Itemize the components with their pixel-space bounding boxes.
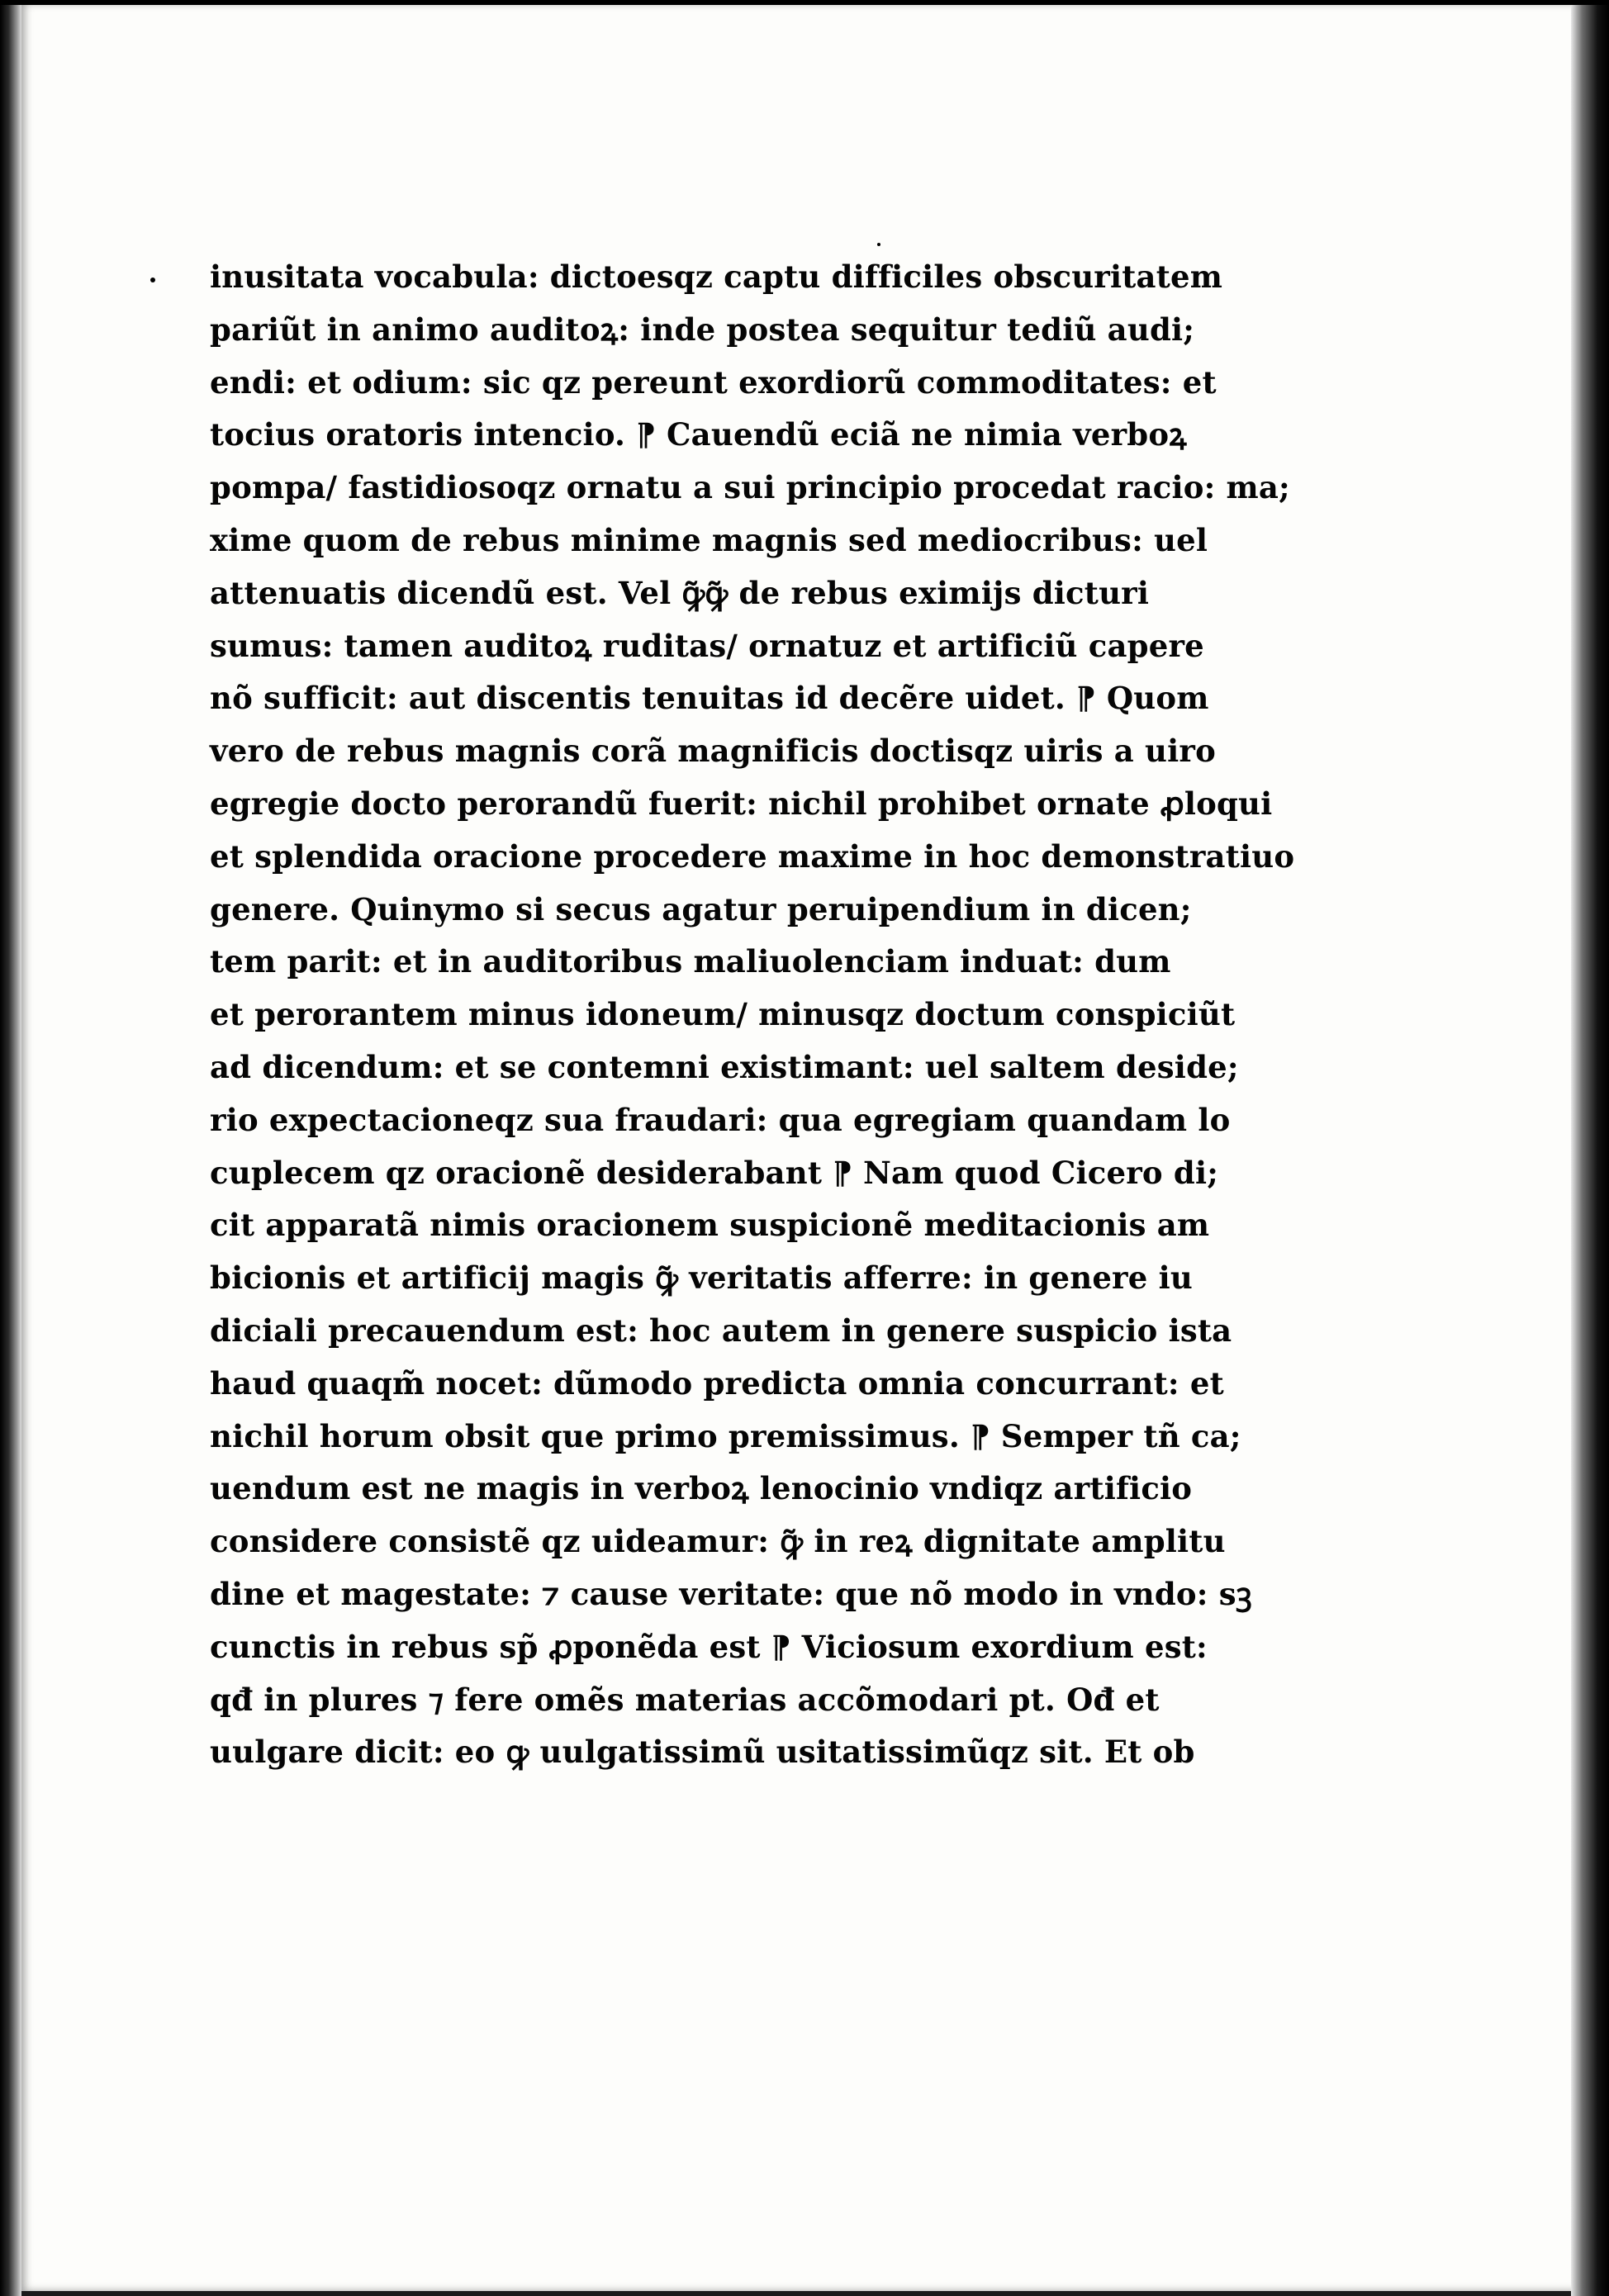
page-edge-shadow	[1571, 0, 1609, 2296]
ink-speck	[150, 278, 155, 282]
top-edge	[0, 0, 1609, 5]
text-line: cunctis in rebus sp̃ ꝓponẽda est ⁋ Viciosum exordium est:	[210, 1628, 1208, 1665]
page	[18, 3, 1594, 2291]
text-line: tocius oratoris intencio. ⁋ Cauendũ eciã ne nimia verboꝝ	[210, 416, 1187, 453]
text-line: inusitata vocabula: dictoesqz captu difficiles obscuritatem	[210, 259, 1223, 295]
text-line: pariũt in animo auditoꝝ: inde postea sequitur tediũ audi;	[210, 311, 1195, 348]
text-line: et perorantem minus idoneum/ minusqz doctum conspiciũt	[210, 996, 1236, 1033]
text-line: ad dicendum: et se contemni existimant: uel saltem deside;	[210, 1048, 1239, 1085]
text-line: nichil horum obsit que primo premissimus. ⁋ Semper tñ ca;	[210, 1417, 1241, 1454]
text-line: haud quaqm̃ nocet: dũmodo predicta omnia concurrant: et	[210, 1364, 1224, 1402]
text-line: attenuatis dicendũ est. Vel ꝙ̃ꝙ̃ de rebus eximijs dicturi	[210, 574, 1150, 611]
text-line: dine et magestate: ⁊ cause veritate: que nõ modo in vndo: sꝫ	[210, 1575, 1252, 1612]
binding-shadow	[0, 0, 21, 2296]
text-line: genere. Quinymo si secus agatur peruipendium in dicen;	[210, 890, 1192, 927]
text-line: bicionis et artificij magis ꝙ̃ veritatis afferre: in genere iu	[210, 1259, 1193, 1297]
text-line: pompa/ fastidiosoqz ornatu a sui principio procedat racio: ma;	[210, 469, 1290, 506]
text-line: nõ sufficit: aut discentis tenuitas id decẽre uidet. ⁋ Quom	[210, 680, 1209, 717]
text-line: vero de rebus magnis corã magnificis doctisqz uiris a uiro	[210, 733, 1216, 770]
text-line: diciali precauendum est: hoc autem in genere suspicio ista	[210, 1312, 1232, 1349]
text-block	[210, 251, 1295, 1779]
text-line: cuplecem qz oracionẽ desiderabant ⁋ Nam quod Cicero di;	[210, 1154, 1219, 1191]
text-line: rio expectacioneqz sua fraudari: qua egregiam quandam lo	[210, 1101, 1231, 1138]
text-line: tem parit: et in auditoribus maliuolenciam induat: dum	[210, 943, 1171, 980]
text-line: sumus: tamen auditoꝝ ruditas/ ornatuz et artificiũ capere	[210, 627, 1204, 664]
text-line: uulgare dicit: eo ꝙ uulgatissimũ usitatissimũqz sit. Et ob	[210, 1734, 1195, 1771]
text-line: xime quom de rebus minime magnis sed mediocribus: uel	[210, 521, 1208, 558]
text-line: endi: et odium: sic qz pereunt exordiorũ commoditates: et	[210, 363, 1217, 401]
text-line: considere consistẽ qz uideamur: ꝙ̃ in reꝝ dignitate amplitu	[210, 1523, 1226, 1560]
text-line: et splendida oracione procedere maxime in hoc demonstratiuo	[210, 837, 1295, 875]
ink-speck	[877, 243, 880, 246]
text-line: egregie docto perorandũ fuerit: nichil prohibet ornate ꝓloqui	[210, 785, 1273, 822]
text-line: qđ in plures ⁊ fere omẽs materias accõmodari pt. Ođ et	[210, 1681, 1160, 1718]
text-line: uendum est ne magis in verboꝝ lenocinio vndiqz artificio	[210, 1470, 1193, 1507]
text-line: cit apparatã nimis oracionem suspicionẽ meditacionis am	[210, 1207, 1210, 1244]
